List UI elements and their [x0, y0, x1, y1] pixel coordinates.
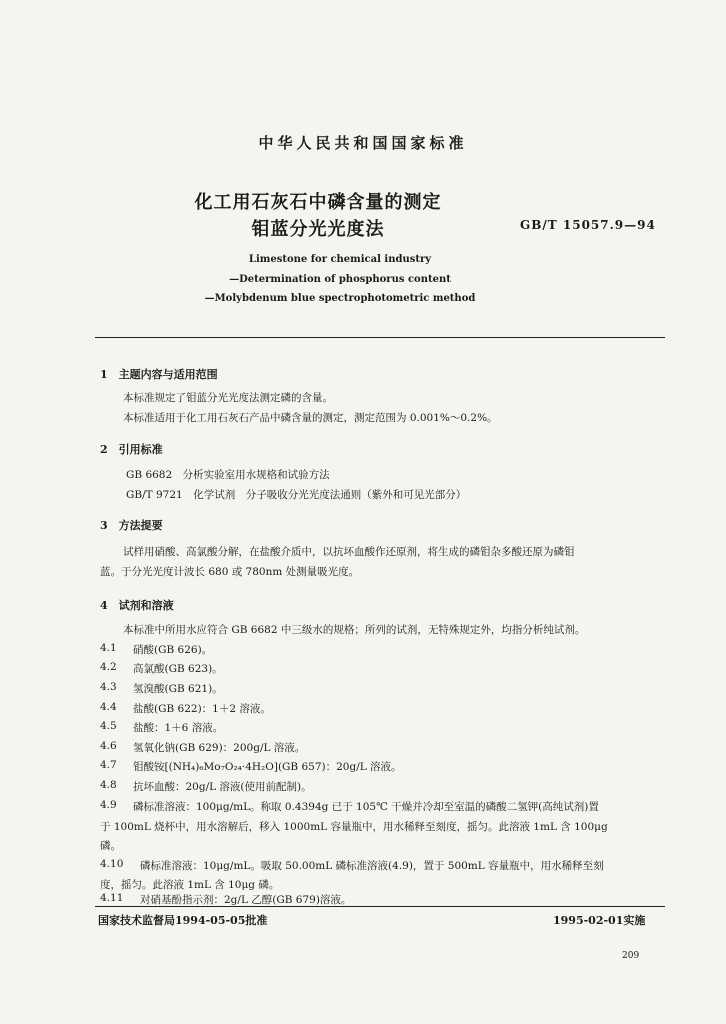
- item-text: 硝酸(GB 626)。: [133, 644, 213, 656]
- item-text: 盐酸：1＋6 溶液。: [133, 722, 224, 734]
- reference-2: GB/T 9721 化学试剂 分子吸收分光光度法通则（紫外和可见光部分）: [126, 489, 467, 501]
- reference-1: GB 6682 分析实验室用水规格和试验方法: [126, 469, 330, 481]
- section-4-heading: 4 试剂和溶液: [100, 599, 174, 612]
- item-number: 4.3: [100, 681, 117, 693]
- section-1-p1: 本标准规定了钼蓝分光光度法测定磷的含量。: [123, 392, 333, 404]
- item-number: 4.9: [100, 799, 117, 811]
- item-text: 抗坏血酸：20g/L 溶液(使用前配制)。: [133, 781, 312, 793]
- bottom-rule: [95, 906, 665, 907]
- item-4-9-line1: 磷标准溶液：100μg/mL。称取 0.4394g 已于 105℃ 干燥并冷却至室温的磷酸二氢钾(高纯试剂)置: [133, 801, 599, 813]
- item-text: 盐酸(GB 622)：1＋2 溶液。: [133, 703, 271, 715]
- national-standard-heading: 中华人民共和国国家标准: [258, 134, 468, 152]
- item-number: 4.7: [100, 759, 117, 771]
- item-number: 4.6: [100, 740, 117, 752]
- section-3-p2: 蓝。于分光光度计波长 680 或 780nm 处测量吸光度。: [100, 566, 360, 578]
- item-number: 4.8: [100, 779, 117, 791]
- standard-code: GB/T 15057.9—94: [520, 218, 656, 232]
- item-4-10-line1: 磷标准溶液：10μg/mL。吸取 50.00mL 磷标准溶液(4.9)，置于 500mL 容量瓶中，用水稀释至刻: [140, 860, 604, 872]
- title-cn-line1: 化工用石灰石中磷含量的测定: [194, 192, 442, 213]
- approval-date: 国家技术监督局1994-05-05批准: [98, 914, 268, 927]
- item-number: 4.10: [100, 858, 124, 870]
- item-4-11-text: 对硝基酚指示剂：2g/L 乙醇(GB 679)溶液。: [140, 894, 352, 906]
- section-3-p1: 试样用硝酸、高氯酸分解，在盐酸介质中，以抗坏血酸作还原剂，将生成的磷钼杂多酸还原为磷钼: [123, 546, 575, 558]
- section-1-heading: 1 主题内容与适用范围: [100, 368, 218, 381]
- item-4-9-line2: 于 100mL 烧杯中，用水溶解后，移入 1000mL 容量瓶中，用水稀释至刻度，摇匀。此溶液 1mL 含 100μg: [100, 821, 608, 833]
- title-en-line3: —Molybdenum blue spectrophotometric method: [204, 293, 476, 304]
- item-number: 4.11: [100, 892, 124, 904]
- section-3-heading: 3 方法提要: [100, 519, 163, 532]
- title-cn-line2: 钼蓝分光光度法: [251, 219, 385, 240]
- item-text: 钼酸铵[(NH₄)₆Mo₇O₂₄·4H₂O](GB 657)：20g/L 溶液。: [133, 761, 402, 773]
- item-4-10-line2: 度，摇匀。此溶液 1mL 含 10μg 磷。: [100, 879, 280, 891]
- item-4-9-line3: 磷。: [100, 840, 121, 852]
- item-text: 氢溴酸(GB 621)。: [133, 683, 223, 695]
- top-rule: [95, 337, 665, 338]
- title-en-line1: Limestone for chemical industry: [248, 254, 432, 265]
- implementation-date: 1995-02-01实施: [553, 914, 646, 927]
- page-number: 209: [622, 951, 640, 961]
- section-1-p2: 本标准适用于化工用石灰石产品中磷含量的测定，测定范围为 0.001%～0.2%。: [123, 412, 498, 424]
- section-4-intro: 本标准中所用水应符合 GB 6682 中三级水的规格；所列的试剂，无特殊规定外，均指分析纯试剂。: [123, 624, 586, 636]
- item-number: 4.5: [100, 720, 117, 732]
- item-number: 4.4: [100, 701, 117, 713]
- title-en-line2: —Determination of phosphorus content: [229, 274, 451, 285]
- item-number: 4.1: [100, 642, 117, 654]
- item-number: 4.2: [100, 661, 117, 673]
- item-text: 高氯酸(GB 623)。: [133, 663, 223, 675]
- item-text: 氢氧化钠(GB 629)：200g/L 溶液。: [133, 742, 306, 754]
- section-2-heading: 2 引用标准: [100, 443, 163, 456]
